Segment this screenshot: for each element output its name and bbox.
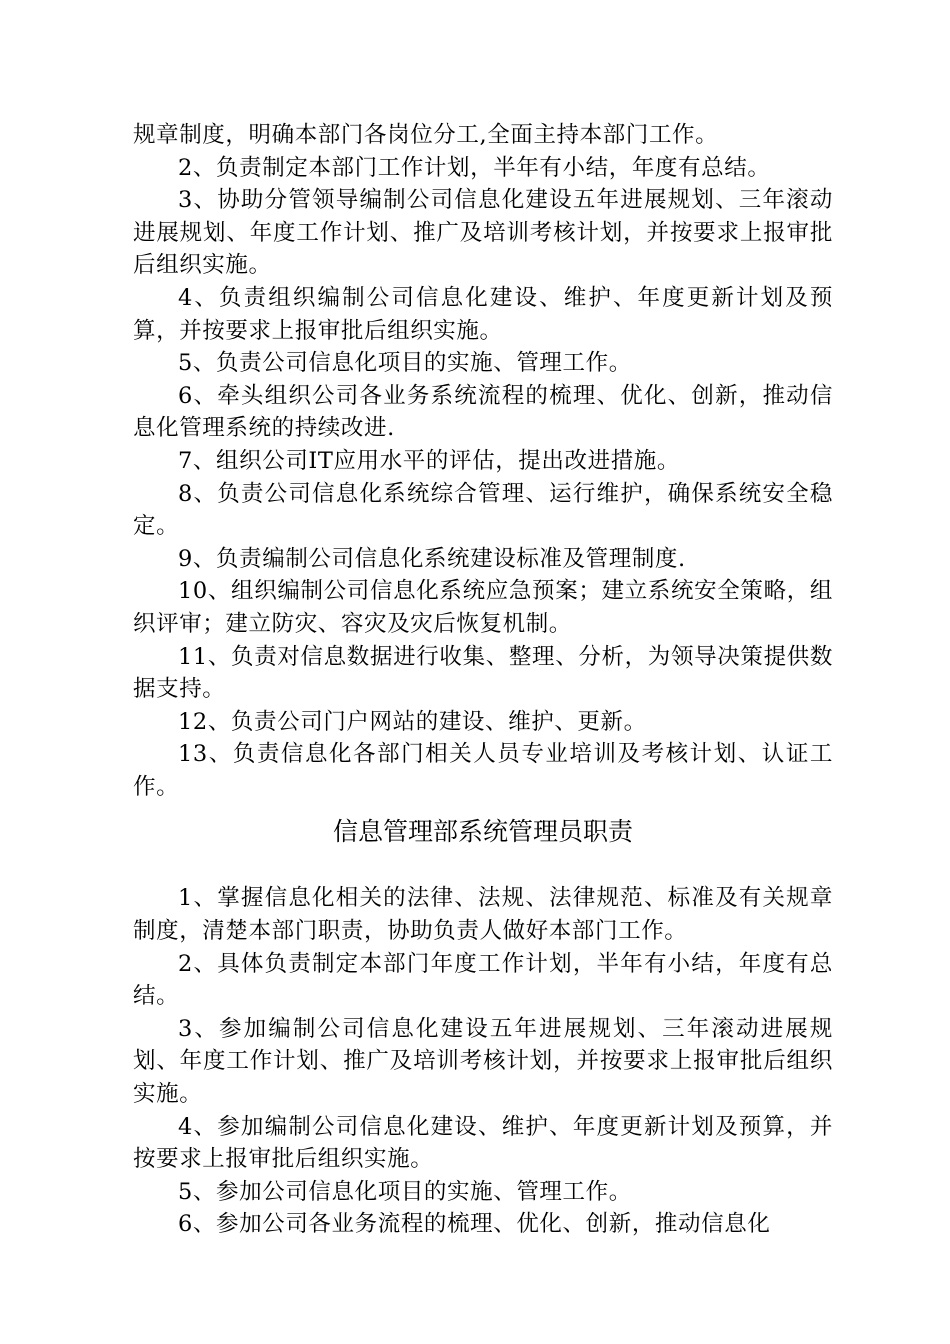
admin-duty-item-1: 1、掌握信息化相关的法律、法规、法律规范、标准及有关规章制度，清楚本部门职责，协助负责人做好本部门工作。 [133, 885, 833, 945]
duty-item-2: 2、负责制定本部门工作计划，半年有小结，年度有总结。 [178, 154, 771, 181]
duty-item-5: 5、负责公司信息化项目的实施、管理工作。 [178, 350, 632, 377]
duty-item-13: 13、负责信息化各部门相关人员专业培训及考核计划、认证工作。 [133, 741, 833, 800]
admin-duty-item-2: 2、具体负责制定本部门年度工作计划，半年有小结，年度有总结。 [133, 950, 833, 1010]
duty-item-4: 4、负责组织编制公司信息化建设、维护、年度更新计划及预算，并按要求上报审批后组织实施。 [133, 284, 833, 344]
duty-item-10: 10、组织编制公司信息化系统应急预案；建立系统安全策略，组织评审；建立防灾、容灾及灾后恢复机制。 [133, 578, 833, 637]
admin-duty-item-3: 3、参加编制公司信息化建设五年进展规划、三年滚动进展规划、年度工作计划、推广及培训考核计划，并按要求上报审批后组织实施。 [133, 1015, 833, 1108]
admin-duty-item-6: 6、参加公司各业务流程的梳理、优化、创新，推动信息化 [178, 1211, 771, 1238]
admin-duty-item-4: 4、参加编制公司信息化建设、维护、年度更新计划及预算，并按要求上报审批后组织实施。 [133, 1113, 833, 1173]
duty-item-3: 3、协助分管领导编制公司信息化建设五年进展规划、三年滚动进展规划、年度工作计划、推广及培训考核计划，并按要求上报审批后组织实施。 [133, 187, 833, 279]
duty-item-8: 8、负责公司信息化系统综合管理、运行维护，确保系统安全稳定。 [133, 480, 833, 540]
duty-item-7: 7、组织公司IT应用水平的评估，提出改进措施。 [178, 447, 681, 474]
admin-duty-item-5: 5、参加公司信息化项目的实施、管理工作。 [178, 1178, 632, 1205]
document-body [133, 119, 833, 1241]
duty-item-11: 11、负责对信息数据进行收集、整理、分析，为领导决策提供数据支持。 [133, 643, 833, 703]
paragraph-continuation: 规章制度，明确本部门各岗位分工,全面主持本部门工作。 [133, 122, 719, 148]
section-heading: 信息管理部系统管理员职责 [332, 817, 633, 847]
duty-item-6: 6、牵头组织公司各业务系统流程的梳理、优化、创新，推动信息化管理系统的持续改进. [133, 382, 833, 442]
duty-item-9: 9、负责编制公司信息化系统建设标准及管理制度. [178, 545, 686, 572]
duty-item-12: 12、负责公司门户网站的建设、维护、更新。 [178, 708, 647, 735]
